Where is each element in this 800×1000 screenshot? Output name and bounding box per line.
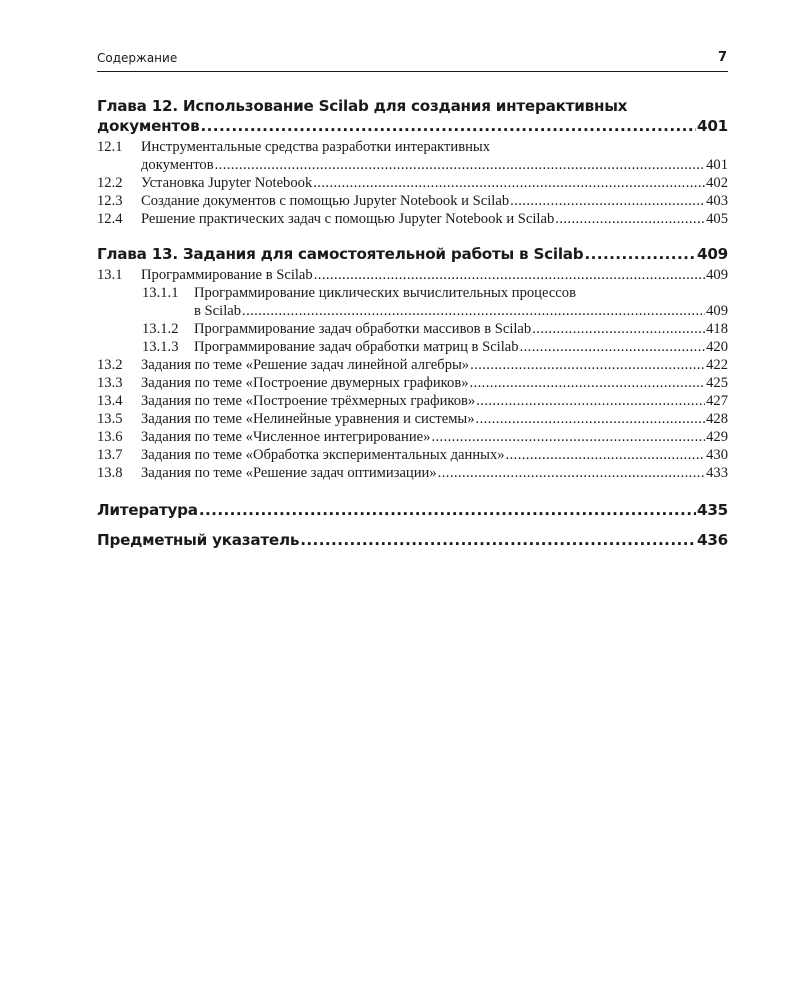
dot-leader [242,302,705,320]
dot-leader [470,374,706,392]
toc-section-13-7[interactable] [97,446,728,464]
toc-chapter-13[interactable] [97,244,728,264]
page-ref: 409 [697,245,728,263]
dot-leader [200,116,696,136]
dot-leader [314,266,705,284]
page-ref: 401 [706,157,728,173]
toc-subsection-13-1-3[interactable] [97,338,728,356]
section-title-line: Программирование циклических вычислительных процессов [194,285,576,301]
page-number: 7 [717,50,727,65]
dot-leader [584,244,696,264]
chapter-title: Литература [97,501,198,519]
page-ref: 420 [706,339,728,355]
dot-leader [510,192,705,210]
section-title: Программирование задач обработки матриц в Scilab [194,339,519,355]
page-ref: 409 [706,303,728,319]
chapter-title: Глава 13. Задания для самостоятельной работы в Scilab [97,245,584,263]
dot-leader [215,156,706,174]
toc-subsection-13-1-1[interactable] [97,284,728,320]
section-title-line: в Scilab [194,303,242,319]
toc-section-13-3[interactable] [97,374,728,392]
toc-section-13-2[interactable] [97,356,728,374]
dot-leader [520,338,706,356]
page-ref: 418 [706,321,728,337]
page-ref: 402 [706,175,728,191]
section-title: Задания по теме «Решение задач оптимизации» [141,465,437,481]
dot-leader [431,428,705,446]
page-ref: 422 [706,357,728,373]
page-ref: 405 [706,211,728,227]
section-title: Установка Jupyter Notebook [141,175,313,191]
toc-section-13-8[interactable] [97,464,728,482]
section-title-line: документов [141,157,214,173]
section-number: 12.3 [97,193,123,209]
section-number: 13.1.1 [142,285,179,301]
page-ref: 436 [697,531,728,549]
section-title: Решение практических задач с помощью Jupyter Notebook и Scilab [141,211,555,227]
section-number: 13.7 [97,447,123,463]
table-of-contents [97,96,728,550]
section-title: Задания по теме «Численное интегрирование» [141,429,431,445]
toc-section-12-1[interactable] [97,138,728,174]
section-title: Задания по теме «Нелинейные уравнения и системы» [141,411,475,427]
toc-section-12-3[interactable] [97,192,728,210]
toc-chapter-12[interactable] [97,96,728,136]
section-number: 13.6 [97,429,123,445]
section-number: 13.4 [97,393,123,409]
page-ref: 403 [706,193,728,209]
toc-section-13-6[interactable] [97,428,728,446]
toc-section-13-5[interactable] [97,410,728,428]
section-title: Задания по теме «Обработка экспериментальных данных» [141,447,505,463]
section-number: 12.1 [97,139,123,155]
page-ref: 428 [706,411,728,427]
chapter-title-line: Глава 12. Использование Scilab для создания интерактивных [97,97,628,115]
page-ref: 433 [706,465,728,481]
page-ref: 429 [706,429,728,445]
chapter-title: Предметный указатель [97,531,300,549]
section-title: Программирование в Scilab [141,267,313,283]
dot-leader [438,464,705,482]
toc-section-12-2[interactable] [97,174,728,192]
section-title: Задания по теме «Построение двумерных графиков» [141,375,469,391]
toc-section-13-1[interactable] [97,266,728,284]
toc-subsection-13-1-2[interactable] [97,320,728,338]
section-number: 13.8 [97,465,123,481]
page-ref: 435 [697,501,728,519]
page-ref: 427 [706,393,728,409]
section-number: 12.2 [97,175,123,191]
dot-leader [506,446,706,464]
section-number: 13.1.3 [142,339,179,355]
page-ref: 409 [706,267,728,283]
section-number: 13.2 [97,357,123,373]
section-number: 12.4 [97,211,123,227]
toc-section-13-4[interactable] [97,392,728,410]
page-ref: 401 [697,117,728,135]
dot-leader [476,392,705,410]
dot-leader [532,320,705,338]
toc-subject-index[interactable] [97,530,728,550]
page-ref: 430 [706,447,728,463]
page-ref: 425 [706,375,728,391]
section-number: 13.1.2 [142,321,179,337]
section-number: 13.5 [97,411,123,427]
section-title: Программирование задач обработки массивов в Scilab [194,321,532,337]
dot-leader [300,530,696,550]
toc-section-12-4[interactable] [97,210,728,228]
section-title-line: Инструментальные средства разработки интерактивных [141,139,491,155]
section-title: Задания по теме «Построение трёхмерных графиков» [141,393,476,409]
chapter-title-line: документов [97,117,200,135]
section-title: Задания по теме «Решение задач линейной алгебры» [141,357,470,373]
section-title: Создание документов с помощью Jupyter Notebook и Scilab [141,193,510,209]
page-header [97,51,728,72]
dot-leader [199,500,696,520]
running-header-title: Содержание [97,51,178,65]
toc-literature[interactable] [97,500,728,520]
section-number: 13.1 [97,267,123,283]
dot-leader [555,210,705,228]
dot-leader [313,174,705,192]
dot-leader [476,410,706,428]
section-number: 13.3 [97,375,123,391]
dot-leader [470,356,705,374]
